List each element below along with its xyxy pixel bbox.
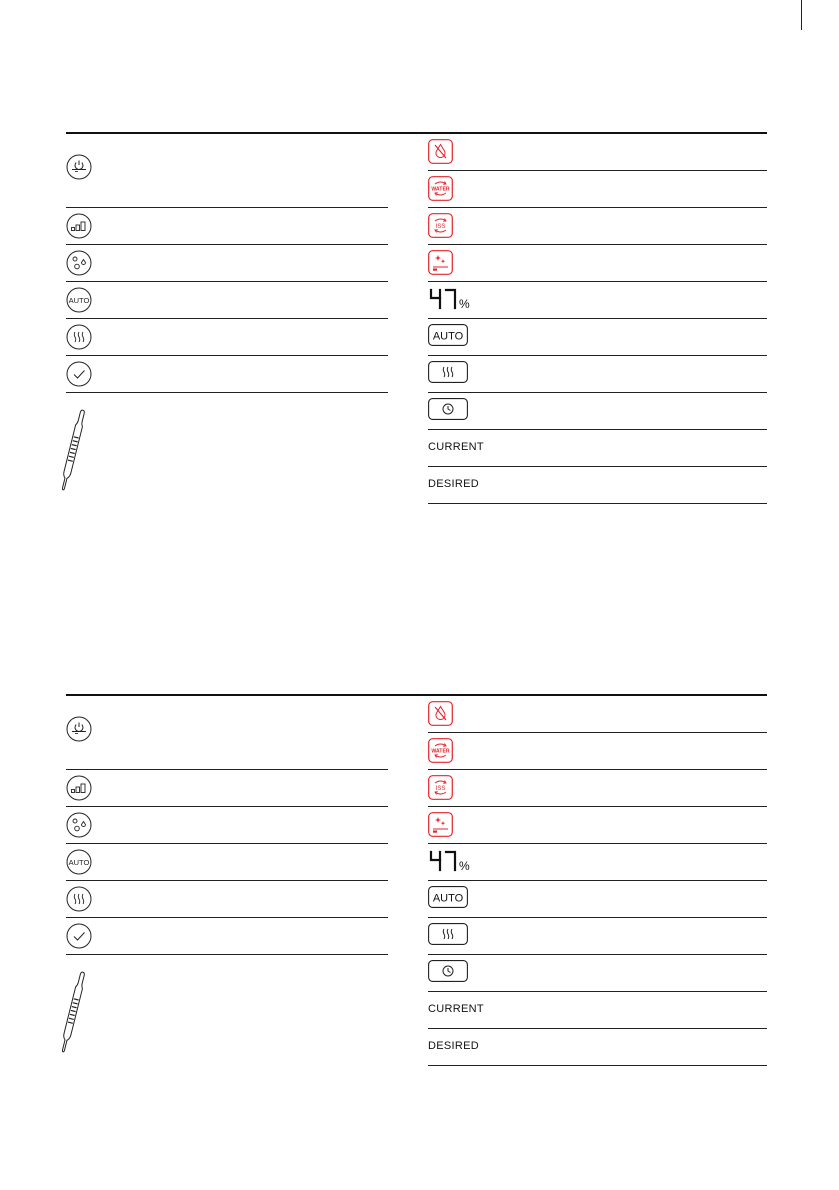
heat-icon <box>66 886 92 912</box>
table-row <box>428 992 767 1029</box>
table-row <box>428 134 767 171</box>
table-row <box>66 918 388 955</box>
iss-badge-label: ISS <box>435 785 446 792</box>
no-water-icon <box>428 139 453 164</box>
humidify-icon <box>66 812 92 838</box>
page-edge-mark <box>801 0 802 30</box>
auto-mode-icon <box>66 849 92 875</box>
auto-indicator-icon <box>428 886 468 908</box>
table-row <box>428 245 767 282</box>
humidity-digits <box>431 852 455 870</box>
table-row <box>66 245 388 282</box>
humidity-display-icon <box>428 288 474 317</box>
auto-indicator-label: AUTO <box>432 892 464 905</box>
table-row <box>66 356 388 393</box>
descale-icon <box>428 775 453 800</box>
fan-speed-icon <box>66 775 92 801</box>
heat-indicator-icon <box>428 361 468 383</box>
display-icons-column <box>428 696 767 1066</box>
control-icons-column <box>66 696 388 1065</box>
desired-label: DESIRED <box>428 478 479 490</box>
table-row <box>428 208 767 245</box>
table-row <box>428 807 767 844</box>
table-row <box>428 467 767 504</box>
table-row <box>428 733 767 770</box>
check-icon <box>66 923 92 949</box>
control-icons-column <box>66 134 388 503</box>
table-row <box>66 208 388 245</box>
check-icon <box>66 361 92 387</box>
humidity-unit: % <box>459 297 470 311</box>
water-badge-label: WATER <box>431 186 450 193</box>
table-row <box>66 881 388 918</box>
table-row <box>428 881 767 918</box>
humidity-digits <box>431 290 455 308</box>
timer-indicator-icon <box>428 398 468 420</box>
humidity-display-icon <box>428 850 474 879</box>
table-row <box>428 393 767 430</box>
desired-label: DESIRED <box>428 1040 479 1052</box>
auto-indicator-icon <box>428 324 468 346</box>
water-refill-icon <box>428 738 453 763</box>
auto-indicator-label: AUTO <box>432 330 464 343</box>
table-row <box>66 134 388 208</box>
table-row <box>66 393 388 503</box>
descale-icon <box>428 213 453 238</box>
water-badge-label: WATER <box>431 748 450 755</box>
table-row <box>66 319 388 356</box>
power-icon <box>66 154 92 180</box>
fan-speed-icon <box>66 213 92 239</box>
table-row <box>66 955 388 1065</box>
iss-badge-label: ISS <box>435 223 446 230</box>
table-row <box>428 918 767 955</box>
clean-filter-icon <box>428 250 453 275</box>
table-row <box>66 770 388 807</box>
power-icon <box>66 716 92 742</box>
table-row <box>428 356 767 393</box>
timer-indicator-icon <box>428 960 468 982</box>
humidify-icon <box>66 250 92 276</box>
table-row <box>428 955 767 992</box>
no-water-icon <box>428 701 453 726</box>
table-row <box>428 1029 767 1066</box>
auto-mode-label: AUTO <box>68 295 90 305</box>
table-row <box>66 282 388 319</box>
cleaning-brush-icon <box>58 407 88 493</box>
auto-mode-label: AUTO <box>68 857 90 867</box>
table-row <box>428 696 767 733</box>
table-row <box>428 282 767 319</box>
table-row <box>66 807 388 844</box>
current-label: CURRENT <box>428 1003 484 1015</box>
heat-icon <box>66 324 92 350</box>
water-refill-icon <box>428 176 453 201</box>
heat-indicator-icon <box>428 923 468 945</box>
cleaning-brush-icon <box>58 969 88 1055</box>
auto-mode-icon <box>66 287 92 313</box>
table-row <box>428 844 767 881</box>
display-icons-column <box>428 134 767 504</box>
table-row <box>66 844 388 881</box>
table-row <box>428 430 767 467</box>
clean-filter-icon <box>428 812 453 837</box>
table-row <box>428 770 767 807</box>
table-row <box>428 171 767 208</box>
current-label: CURRENT <box>428 441 484 453</box>
humidity-unit: % <box>459 859 470 873</box>
table-row <box>428 319 767 356</box>
table-row <box>66 696 388 770</box>
